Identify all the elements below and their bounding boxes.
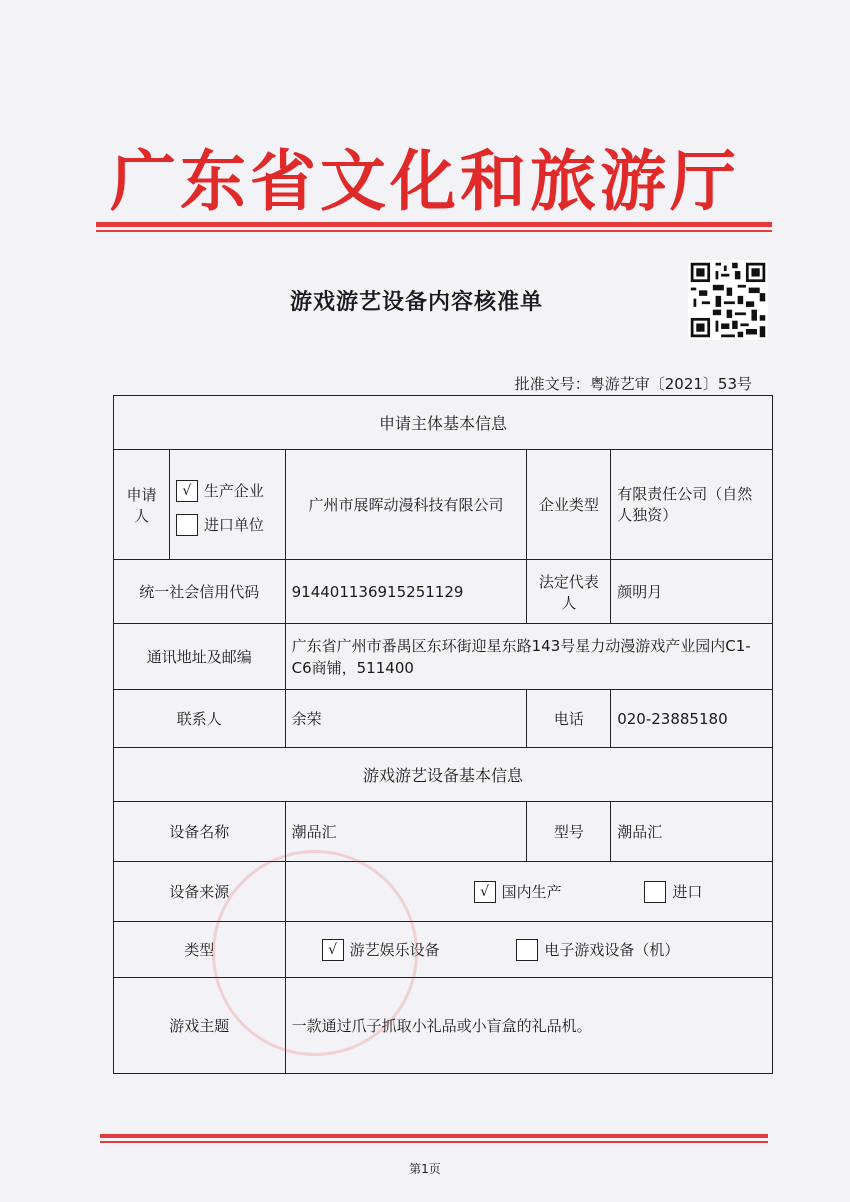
issuer-header: 广东省文化和旅游厅	[110, 142, 740, 220]
applicant-label: 申请人	[114, 450, 170, 560]
electronic-label: 电子游戏设备（机）	[544, 941, 680, 959]
address-value: 广东省广州市番禺区东环街迎星东路143号星力动漫游戏产业园内C1-C6商铺，511400	[285, 624, 772, 690]
page-number: 第1页	[409, 1162, 441, 1176]
credit-code-value: 914401136915251129	[285, 560, 527, 624]
option-amusement	[322, 939, 440, 961]
model-label: 型号	[527, 802, 611, 862]
phone-label: 电话	[527, 690, 611, 748]
electronic-checkbox[interactable]	[516, 939, 538, 961]
game-theme-value: 一款通过爪子抓取小礼品或小盲盒的礼品机。	[285, 978, 772, 1074]
address-label: 通讯地址及邮编	[114, 624, 286, 690]
import-checkbox[interactable]	[644, 881, 666, 903]
header-rule	[96, 222, 772, 227]
amusement-checkbox[interactable]: √	[322, 939, 344, 961]
importer-label: 进口单位	[203, 516, 264, 534]
option-manufacturer	[176, 480, 279, 502]
footer-rule	[100, 1134, 768, 1138]
enterprise-type-label: 企业类型	[527, 450, 611, 560]
option-import	[644, 881, 702, 903]
model-value: 潮品汇	[611, 802, 773, 862]
option-domestic	[292, 881, 570, 903]
import-label: 进口	[672, 883, 703, 901]
device-name-value: 潮品汇	[285, 802, 527, 862]
contact-value: 余荣	[285, 690, 527, 748]
legal-rep-label: 法定代表人	[527, 560, 611, 624]
device-source-options	[285, 862, 772, 922]
importer-checkbox[interactable]	[176, 514, 198, 536]
manufacturer-label: 生产企业	[203, 482, 264, 500]
enterprise-type-value: 有限责任公司（自然人独资）	[611, 450, 773, 560]
document-title: 游戏游艺设备内容核准单	[290, 290, 544, 315]
amusement-label: 游艺娱乐设备	[349, 941, 440, 959]
category-label: 类型	[114, 922, 286, 978]
credit-code-label: 统一社会信用代码	[114, 560, 286, 624]
section-applicant-info: 申请主体基本信息	[114, 396, 773, 450]
device-name-label: 设备名称	[114, 802, 286, 862]
phone-value: 020-23885180	[611, 690, 773, 748]
category-options	[285, 922, 772, 978]
applicant-name: 广州市展晖动漫科技有限公司	[285, 450, 527, 560]
domestic-label: 国内生产	[501, 883, 562, 901]
contact-label: 联系人	[114, 690, 286, 748]
option-electronic	[516, 939, 679, 961]
legal-rep-value: 颜明月	[611, 560, 773, 624]
section-device-info: 游戏游艺设备基本信息	[114, 748, 773, 802]
game-theme-label: 游戏主题	[114, 978, 286, 1074]
header-rule-thin	[96, 230, 772, 232]
device-source-label: 设备来源	[114, 862, 286, 922]
qr-code-icon	[688, 260, 768, 340]
option-importer	[176, 514, 279, 536]
domestic-checkbox[interactable]: √	[474, 881, 496, 903]
applicant-type-options	[169, 450, 285, 560]
approval-form-table	[113, 395, 773, 1074]
approval-number: 批准文号：粤游艺审〔2021〕53号	[514, 375, 752, 393]
manufacturer-checkbox[interactable]: √	[176, 480, 198, 502]
footer-rule-thin	[100, 1141, 768, 1143]
